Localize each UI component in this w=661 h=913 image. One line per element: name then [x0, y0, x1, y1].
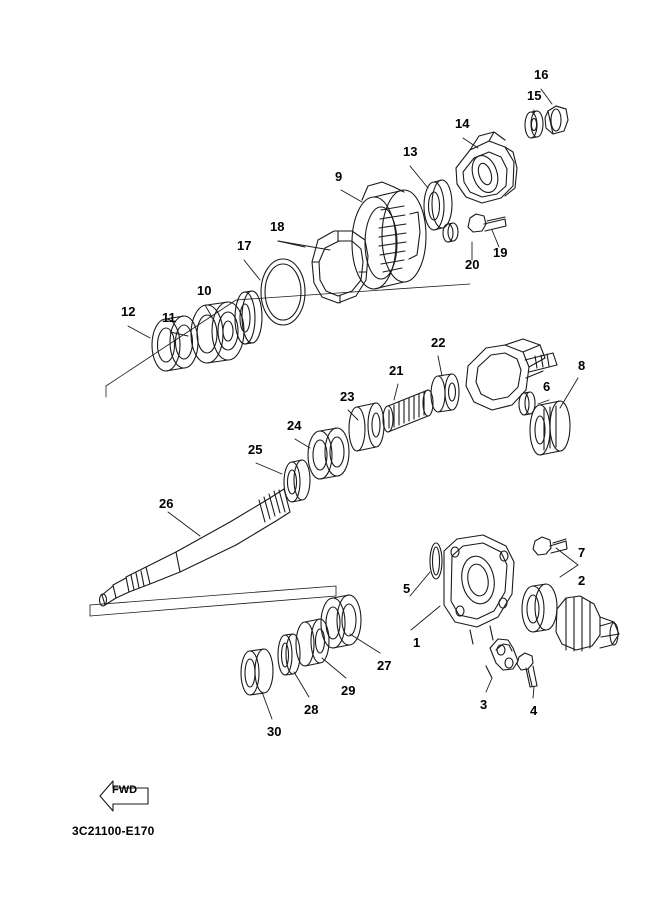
- callout-5: 5: [403, 581, 411, 596]
- callout-23: 23: [340, 389, 355, 404]
- output-shaft-stub: [556, 596, 619, 651]
- fwd-direction-label: FWD: [112, 784, 138, 796]
- part-24-bearing: [308, 428, 349, 479]
- part-23-collar: [349, 403, 384, 451]
- callout-15: 15: [527, 88, 542, 103]
- callout-22: 22: [431, 335, 446, 350]
- part-19-bolt: [468, 214, 506, 232]
- callout-7: 7: [578, 545, 586, 560]
- part-21-spring: [383, 390, 433, 432]
- part-22-spacer: [431, 374, 459, 412]
- part-15-washer: [525, 111, 543, 138]
- part-8-bearing: [530, 401, 570, 455]
- part-11-bearing: [191, 302, 244, 363]
- part-4-bolt: [517, 653, 537, 687]
- callout-26: 26: [159, 496, 174, 511]
- callout-2: 2: [578, 573, 586, 588]
- callout-3: 3: [480, 697, 488, 712]
- callout-10: 10: [197, 283, 212, 298]
- part-8-ring-gear: [466, 339, 557, 410]
- callout-9: 9: [335, 169, 343, 184]
- part-14-coupling-yoke: [456, 132, 517, 203]
- callout-20: 20: [465, 257, 480, 272]
- callout-8: 8: [578, 358, 586, 373]
- part-5-oring: [430, 543, 442, 579]
- part-9-housing: [352, 182, 426, 289]
- callout-25: 25: [248, 442, 263, 457]
- callout-17: 17: [237, 238, 252, 253]
- callout-29: 29: [341, 683, 356, 698]
- callout-16: 16: [534, 67, 549, 82]
- callout-30: 30: [267, 724, 282, 739]
- callout-28: 28: [304, 702, 319, 717]
- part-26-drive-shaft: [100, 489, 291, 606]
- callout-21: 21: [389, 363, 404, 378]
- callout-12: 12: [121, 304, 136, 319]
- callout-24: 24: [287, 418, 302, 433]
- part-3-bracket: [486, 639, 518, 678]
- callout-6: 6: [543, 379, 551, 394]
- diagram-part-code: 3C21100-E170: [72, 824, 155, 838]
- part-20-washer: [443, 223, 458, 242]
- part-17-oring: [261, 259, 305, 325]
- part-2-oil-seal: [522, 584, 557, 632]
- part-1-bearing-housing: [444, 535, 514, 644]
- part-29-collar: [296, 619, 329, 666]
- callout-13: 13: [403, 144, 418, 159]
- callout-4: 4: [530, 703, 538, 718]
- part-27-bearing: [321, 595, 361, 648]
- callout-14: 14: [455, 116, 470, 131]
- callout-27: 27: [377, 658, 392, 673]
- part-25-oil-seal: [284, 460, 310, 502]
- part-16-nut: [545, 106, 568, 134]
- part-13-oil-seal: [424, 180, 452, 230]
- part-18-shim-plate: [312, 231, 368, 303]
- callout-19: 19: [493, 245, 508, 260]
- callout-1: 1: [413, 635, 421, 650]
- leader-lines: [128, 89, 578, 719]
- part-30-oil-seal: [241, 649, 273, 695]
- callout-18: 18: [270, 219, 285, 234]
- callout-11: 11: [162, 310, 176, 325]
- part-6-collar: [519, 392, 535, 415]
